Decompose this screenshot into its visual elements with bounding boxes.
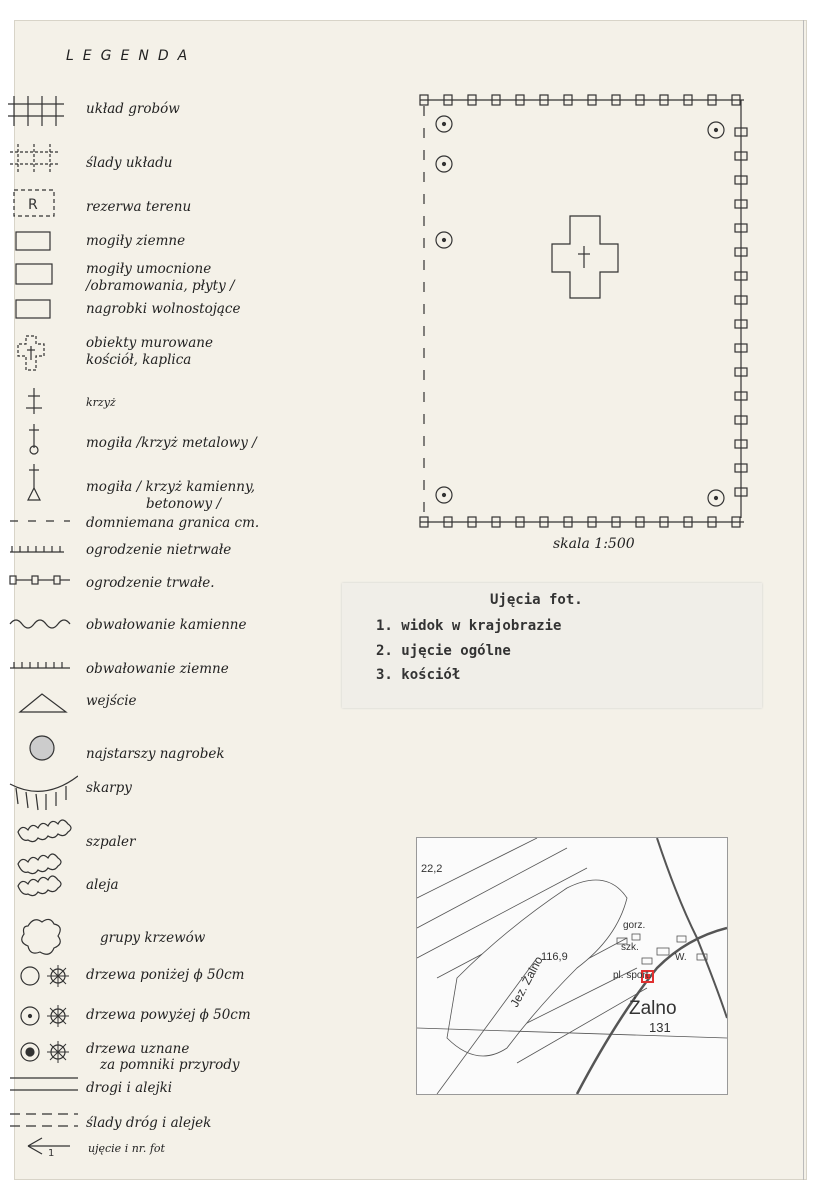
legend-label-monument-tree: drzewa uznane [86,1041,190,1057]
photo-item-2: 2. ujęcie ogólne [376,643,511,659]
map-label-place: Żalno [629,998,677,1019]
layout-traces-icon [10,144,60,172]
stone-embankment-icon [10,620,70,628]
legend-symbols [8,92,78,1172]
map-label-lake: Jez. Żalno [507,953,546,1010]
map-label-elevation-1: 22,2 [421,863,443,875]
scale-label: skala 1:500 [553,536,635,552]
legend-label-masonry: obiekty murowane [86,335,213,351]
legend-label-layout-traces: ślady układu [86,155,173,171]
monument-tree-icon [21,1041,69,1063]
avenue-icon [18,854,61,896]
legend-label-monument-tree-note: za pomniki przyrody [100,1057,240,1073]
legend-label-earth-grave: mogiły ziemne [86,233,186,249]
reinforced-grave-icon [16,264,52,284]
photo-list-title: Ujęcia fot. [490,592,583,608]
road-traces-icon [10,1114,78,1126]
legend-label-roads: drogi i alejki [86,1080,173,1096]
earth-grave-icon [16,232,50,250]
legend-label-photo-viewpoint: ujęcie i nr. fot [88,1142,165,1155]
svg-text:R: R [28,197,38,213]
large-tree-icon [21,1005,69,1027]
freestanding-tombstone-icon [16,300,50,318]
shrub-group-icon [22,919,61,954]
map-label-elevation-2: 116,9 [541,951,568,963]
map-label-sport: pl. sport. [613,970,652,981]
legend-label-shrubs: grupy krzewów [100,930,206,946]
legend-label-freestanding: nagrobki wolnostojące [86,301,241,317]
photo-item-1: 1. widok w krajobrazie [376,618,562,634]
sheet-edge-line [803,20,804,1180]
legend-label-church: kościół, kaplica [86,352,192,368]
metal-cross-icon [29,424,39,454]
legend-label-perm-fence: ogrodzenie trwałe. [86,575,215,591]
earth-embankment-icon [10,662,70,668]
legend-label-stone-cross-note: betonowy / [146,496,222,512]
grave-layout-icon [8,96,64,126]
legend-label-avenue: aleja [86,877,119,893]
legend-label-small-tree: drzewa poniżej ϕ 50cm [86,967,245,983]
road-icon [10,1078,78,1090]
location-map [416,837,728,1095]
legend-label-stone-cross: mogiła / krzyż kamienny, [86,479,256,495]
legend-label-reinforced-grave-note: /obramowania, płyty / [86,278,235,294]
hedgerow-icon [18,820,71,842]
permanent-fence-right [735,100,747,518]
legend-label-stone-embankment: obwałowanie kamienne [86,617,247,633]
legend-label-cross: krzyż [86,396,116,409]
legend-label-grave-layout: układ grobów [86,101,180,117]
permanent-fence-icon [10,576,70,584]
map-label-w: W. [675,952,687,963]
legend-label-land-reserve: rezerwa terenu [86,199,192,215]
map-label-school: szk. [621,942,639,953]
location-map-drawing [417,838,727,1094]
permanent-fence-top [420,95,744,105]
svg-text:1: 1 [48,1148,55,1159]
legend-label-reinforced-grave: mogiły umocnione [86,261,212,277]
oldest-tombstone-icon [30,736,54,760]
cross-icon [26,388,42,414]
legend-label-oldest-tombstone: najstarszy nagrobek [86,746,225,762]
legend-label-earth-embankment: obwałowanie ziemne [86,661,229,677]
legend-label-metal-cross: mogiła /krzyż metalowy / [86,435,257,451]
legend-label-large-tree: drzewa powyżej ϕ 50cm [86,1007,251,1023]
legend-label-boundary: domniemana granica cm. [86,515,260,531]
church-outline [552,216,618,298]
permanent-fence-bottom [420,517,744,527]
temporary-fence-icon [10,546,64,552]
entrance-icon [20,694,66,712]
small-tree-icon [21,965,69,987]
legend-label-temp-fence: ogrodzenie nietrwałe [86,542,232,558]
slope-icon [10,776,78,810]
legend-label-slopes: skarpy [86,780,132,796]
map-label-elevation-3: 131 [649,1020,671,1035]
photo-item-3: 3. kościół [376,667,461,683]
legend-label-hedgerow: szpaler [86,834,136,850]
legend-title: LEGENDA [66,48,197,64]
stone-cross-icon [28,464,40,500]
map-label-distillery: gorz. [623,920,646,931]
cemetery-site-plan [404,86,764,546]
legend-label-entrance: wejście [86,693,137,709]
legend-label-road-traces: ślady dróg i alejek [86,1115,212,1131]
